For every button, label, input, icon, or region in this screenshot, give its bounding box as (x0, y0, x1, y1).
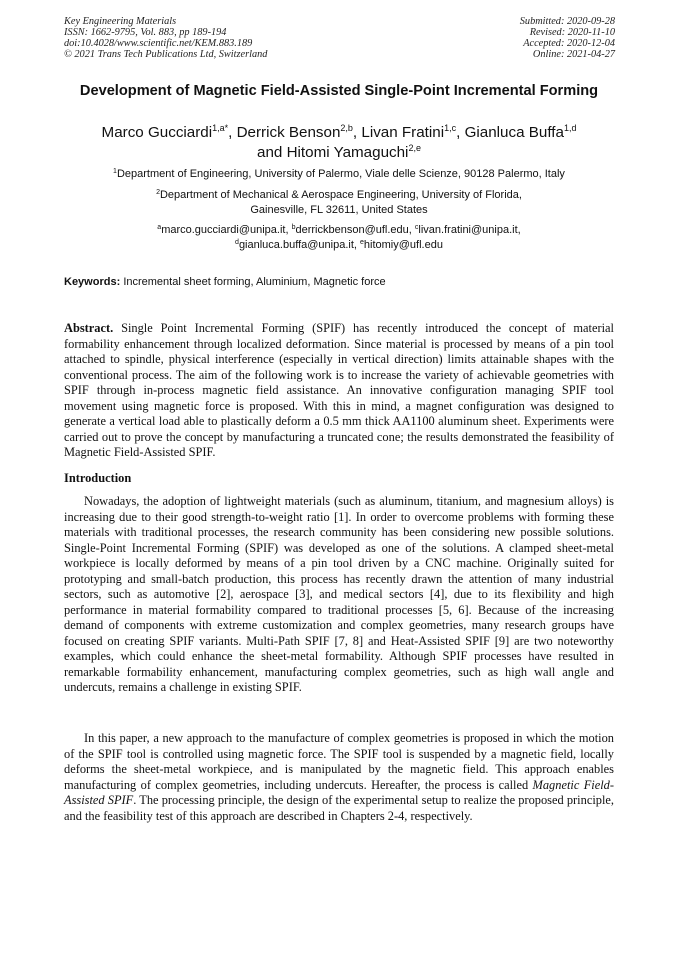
author-list: Marco Gucciardi$^{1,a*}$, Derrick Benson$^{2,b}$, Livan Fratini$^{1,c}$, Gianluca Buffa$^{1,d}$ and Hitomi Yamaguchi$^{2,e}$ (101, 123, 577, 161)
email-mark: e (360, 239, 364, 247)
author-affiliation-mark: 2,e (408, 143, 421, 153)
email-link[interactable]: gianluca.buffa@unipa.it (238, 239, 354, 252)
affiliation-text: Department of Mechanical & Aerospace Engineering, University of Florida, (159, 189, 522, 201)
doi-line[interactable]: doi:10.4028/www.scientific.net/KEM.883.189 (64, 38, 253, 50)
author-name: Marco Gucciardi (101, 124, 213, 141)
author-name: Hitomi Yamaguchi (286, 144, 409, 161)
submitted-date: Submitted: 2020-09-28 (519, 16, 615, 27)
author-affiliation-mark: 1,d (563, 123, 577, 133)
intro-paragraph-1: Nowadays, the adoption of lightweight materials (such as aluminum, titanium, and magnesium alloys) is increasing due to their good strength-to-weight ratio [1]. In order to overcome problems with forming these materials with traditional processes, the research community has been considering new possible solutions. Single-Point Incremental Forming (SPIF) was developed as one of the solutions. A clamped sheet-metal workpiece is locally deformed by means of a pin tool driven by a CNC machine. Originally suited for prototyping and small-batch production, this process has recently drawn the attention of many industrial sectors, such as automotive [2], aerospace [3], and medical sectors [4], due to its flexibility and high performance in material formability compared to traditional processes [5, 6]. Because of the increasing demand of components with extreme customization and complex geometries, many research groups have focused on creating SPIF variants. Multi-Path SPIF [7, 8] and Heat-Assisted SPIF [9] are two noteworthy examples, which could enhance the sheet-metal formability. Although SPIF processes have resulted in remarkable formability enhancement, manufacturing complex geometries, such as high wall angle and undercuts, remains a challenge in existing SPIF. (64, 494, 614, 694)
journal-header-left (64, 16, 267, 60)
author-name: Gianluca Buffa (464, 124, 564, 141)
email-link[interactable]: hitomiy@ufl.edu (363, 239, 443, 252)
journal-name: Key Engineering Materials (64, 16, 177, 27)
author-affiliation-mark: 2,b (340, 123, 353, 133)
author-affiliation-mark: 1,a* (212, 123, 229, 133)
author-name: Derrick Benson (236, 124, 341, 141)
keywords-text: Incremental sheet forming, Aluminium, Magnetic force (123, 276, 386, 288)
issn-line: ISSN: 1662-9795, Vol. 883, pp 189-194 (64, 27, 227, 39)
abstract-text: Single Point Incremental Forming (SPIF) has recently introduced the concept of material formability enhancement through localized deformation. Since material is processed by means of a pin tool attached to spindle, physical interference (especially in vertical direction) limits attainable shapes with the conventional process. The aim of the following work is to increase the variety of achievable geometries with SPIF through in-process magnetic field assistance. An innovative configuration managing SPIF tool movement using magnetic force is proposed. With this in mind, a magnet configuration was designed to generate a vertical load able to plastically deform a 0.5 mm thick AA1100 aluminum sheet. Experiments were carried out to prove the concept by manufacturing a truncated cone; the results demonstrated the feasibility of Magnetic Field-Assisted SPIF. (64, 321, 614, 459)
email-mark: d (235, 239, 239, 247)
section-heading: Introduction (64, 471, 132, 485)
affiliation-2 (64, 188, 614, 219)
affiliation-mark: 2 (156, 189, 160, 196)
email-mark: c (414, 224, 419, 231)
paragraph-text: . The processing principle, the design of the experimental setup to realize the proposed principle, and the feasibility test of this approach are described in Chapters 2-4, respectively. (64, 793, 614, 823)
paragraph-text: In this paper, a new approach to the manufacture of complex geometries is proposed in which the motion of the SPIF tool is controlled using magnetic force. The SPIF tool is suspended by a magnetic field, locally deforms the sheet-metal workpiece, and is manipulated by the magnetic field. This approach enables manufacturing of complex geometries, including undercuts. Hereafter, the process is called (64, 731, 614, 792)
email-link[interactable]: marco.gucciardi@unipa.it (161, 224, 286, 236)
email-link[interactable]: derrickbenson@ufl.edu (295, 224, 409, 236)
online-date: Online: 2021-04-27 (532, 49, 615, 61)
process-name: Magnetic Field-Assisted SPIF (64, 777, 614, 807)
intro-paragraph-2 (64, 731, 614, 824)
email-mark: b (291, 224, 296, 231)
keywords (64, 275, 614, 290)
email-link[interactable]: livan.fratini@unipa.it (418, 224, 518, 236)
affiliation-mark: 1 (113, 168, 117, 175)
revised-date: Revised: 2020-11-10 (529, 27, 615, 39)
email-list: $^a$marco.gucciardi@unipa.it, $^b$derrickbenson@ufl.edu, $^c$livan.fratini@unipa.it, $^d$gianluca.buffa@unipa.it, $^e$hitomiy@ufl.edu (157, 224, 521, 252)
affiliation-1 (64, 167, 614, 182)
abstract-label: Abstract. (64, 321, 114, 335)
copyright-line: © 2021 Trans Tech Publications Ltd, Switzerland (64, 49, 268, 61)
paper-title: Development of Magnetic Field-Assisted Single-Point Incremental Forming (79, 83, 599, 99)
affiliation-text: Department of Engineering, University of Palermo, Viale delle Scienze, 90128 Palermo, Italy (116, 168, 565, 180)
email-mark: a (157, 224, 162, 231)
journal-header-right (520, 16, 615, 60)
accepted-date: Accepted: 2020-12-04 (523, 38, 615, 50)
keywords-label: Keywords: (64, 276, 121, 288)
abstract (64, 321, 614, 461)
affiliation-text-line2: Gainesville, FL 32611, United States (250, 204, 428, 217)
author-name: Livan Fratini (361, 124, 445, 141)
author-affiliation-mark: 1,c (444, 123, 457, 133)
